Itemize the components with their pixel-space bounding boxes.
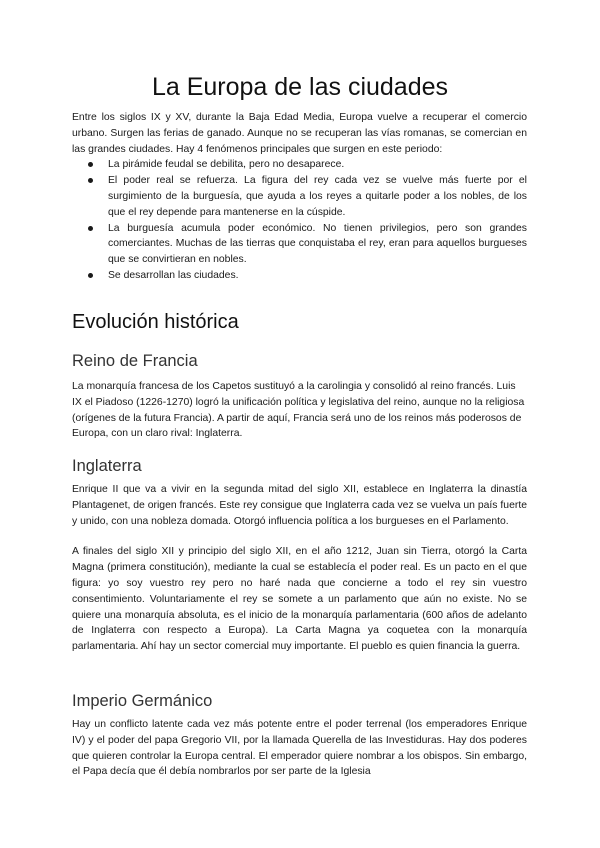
bullet-icon [88, 273, 93, 278]
intro-section [72, 110, 527, 284]
germanico-section [72, 717, 527, 780]
subsection-heading-inglaterra: Inglaterra [72, 457, 142, 475]
inglaterra-paragraph-2: A finales del siglo XII y principio del siglo XII, en el año 1212, Juan sin Tierra, otorgó la Carta Magna (primera constitución), mediante la cual se establecía el poder real. Es un pacto en el que figura: yo soy vuestro rey pero no haré nada que concierne a todo el rey sin vuestro consentimiento. Voluntariamente el rey se somete a un parlamento que aún no existe. No se quiere una monarquía absoluta, es el inicio de la monarquía parlamentaria (600 años de adelanto de Inglaterra con respecto a Europa). La Carta Magna ya coquetea con la monarquía parlamentaria. Ahí hay un sector comercial muy importante. El pueblo es quien financia la guerra. [72, 546, 527, 653]
inglaterra-section [72, 482, 527, 655]
list-item [72, 173, 527, 220]
page-title: La Europa de las ciudades [151, 73, 449, 101]
list-item-text: El poder real se refuerza. La figura del rey cada vez se vuelve más fuerte por el surgimiento de la burguesía, que ayuda a los reyes a quitarle poder a los nobles, de los que el rey depende para mantenerse en la cúspide. [108, 175, 527, 218]
intro-paragraph: Entre los siglos IX y XV, durante la Baja Edad Media, Europa vuelve a recuperar el comercio urbano. Surgen las ferias de ganado. Aunque no se recuperan las vías romanas, se comercian en las grandes ciudades. Hay 4 fenómenos principales que surgen en este periodo: [72, 112, 527, 155]
bullet-icon [88, 226, 93, 231]
list-item [72, 221, 527, 268]
germanico-paragraph: Hay un conflicto latente cada vez más potente entre el poder terrenal (los emperadores Enrique IV) y el poder del papa Gregorio VII, por la llamada Querella de las Investiduras. Hay dos poderes que quieren controlar la Europa central. El emperador quiere nombrar a los obispos. Sin embargo, el Papa decía que él debía nombrarlos por ser parte de la Iglesia [72, 719, 527, 778]
list-item-text: La pirámide feudal se debilita, pero no desaparece. [108, 159, 345, 171]
subsection-heading-germanico: Imperio Germánico [72, 692, 213, 710]
bullet-list [72, 157, 527, 283]
subsection-heading-francia: Reino de Francia [72, 352, 198, 370]
list-item [72, 157, 527, 173]
list-item-text: Se desarrollan las ciudades. [108, 269, 239, 281]
inglaterra-paragraph-1: Enrique II que va a vivir en la segunda mitad del siglo XII, establece en Inglaterra la dinastía Plantagenet, de origen francés. Este rey consigue que Inglaterra cada vez se vuelva un país fuerte y unido, con una nobleza domada. Otorgó influencia política a los burgueses en el Parlamento. [72, 484, 527, 527]
bullet-icon [88, 162, 93, 167]
section-heading: Evolución histórica [72, 311, 239, 333]
francia-section [72, 379, 527, 442]
list-item [72, 268, 527, 284]
francia-paragraph: La monarquía francesa de los Capetos sustituyó a la carolingia y consolidó al reino francés. Luis IX el Piadoso (1226-1270) logró la unificación política y legislativa del reino, aunque no la religiosa (orígenes de la futura Francia). A partir de aquí, Francia será uno de los reinos más poderosos de Europa, con un claro rival: Inglaterra. [72, 381, 525, 440]
list-item-text: La burguesía acumula poder económico. No tienen privilegios, pero son grandes comerciantes. Muchas de las tierras que conquistaba el rey, eran para aquellos burgueses que se convirtieran en nobles. [108, 222, 527, 266]
bullet-icon [88, 178, 93, 183]
